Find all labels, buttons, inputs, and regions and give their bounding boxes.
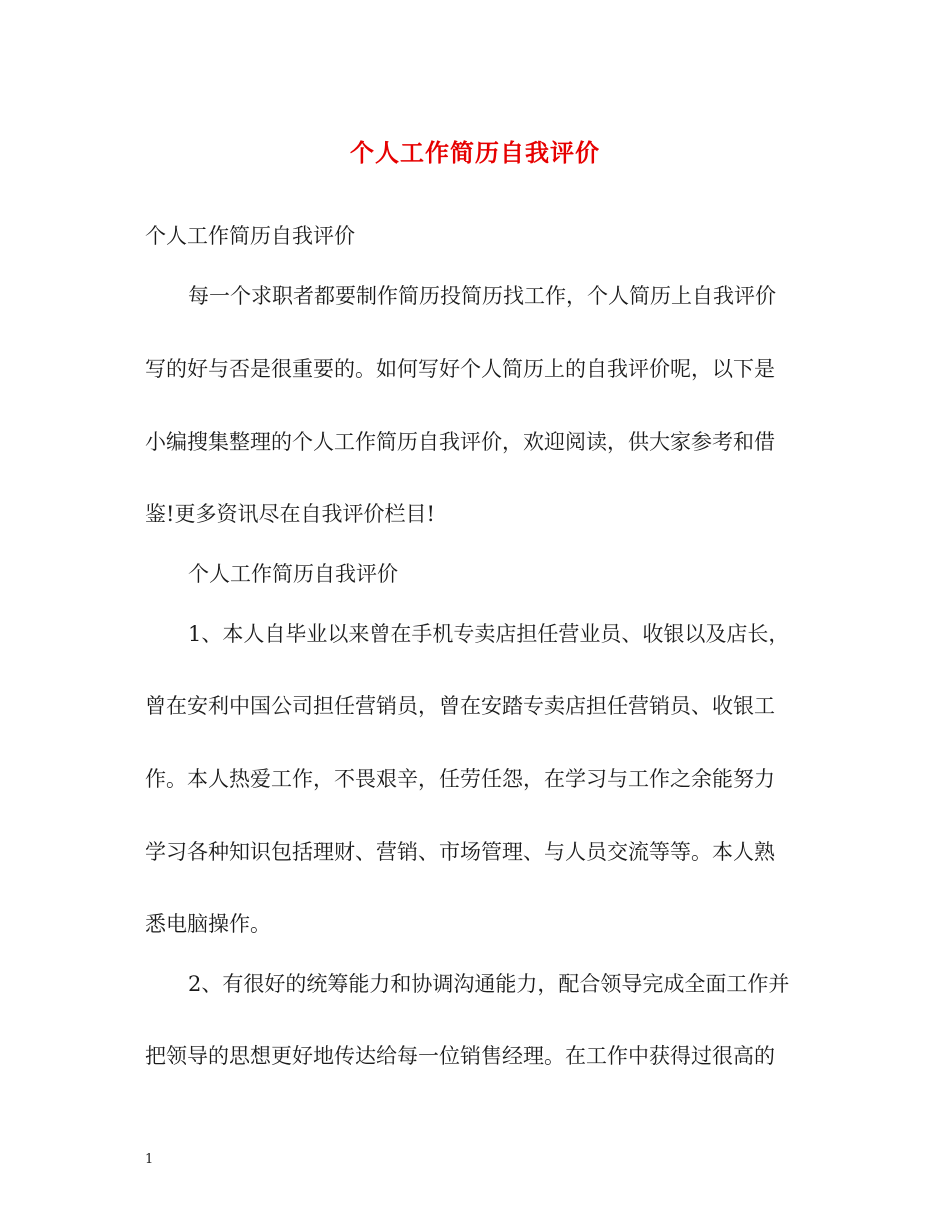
item1-line-5: 悉电脑操作。 <box>145 912 271 936</box>
intro-line-2: 写的好与否是很重要的。如何写好个人简历上的自我评价呢，以下是 <box>145 357 775 381</box>
item1-line-3: 作。本人热爱工作，不畏艰辛，任劳任怨，在学习与工作之余能努力 <box>145 767 775 791</box>
intro-line-3: 小编搜集整理的个人工作简历自我评价，欢迎阅读，供大家参考和借 <box>145 430 775 454</box>
item1-line-4: 学习各种知识包括理财、营销、市场管理、与人员交流等等。本人熟 <box>145 840 775 864</box>
document-subtitle: 个人工作简历自我评价 <box>145 224 355 248</box>
item1-line-1: 1、本人自毕业以来曾在手机专卖店担任营业员、收银以及店长， <box>188 622 790 646</box>
item1-line-2: 曾在安利中国公司担任营销员，曾在安踏专卖店担任营销员、收银工 <box>145 694 775 718</box>
document-title: 个人工作简历自我评价 <box>350 138 600 167</box>
intro-line-1: 每一个求职者都要制作简历投简历找工作，个人简历上自我评价 <box>188 284 776 308</box>
item2-line-2: 把领导的思想更好地传达给每一位销售经理。在工作中获得过很高的 <box>145 1044 775 1068</box>
intro-line-4: 鉴!更多资讯尽在自我评价栏目! <box>145 502 435 526</box>
page-number: 1 <box>145 1152 154 1167</box>
section-heading: 个人工作简历自我评价 <box>188 562 398 586</box>
item2-line-1: 2、有很好的统筹能力和协调沟通能力，配合领导完成全面工作并 <box>188 972 790 996</box>
